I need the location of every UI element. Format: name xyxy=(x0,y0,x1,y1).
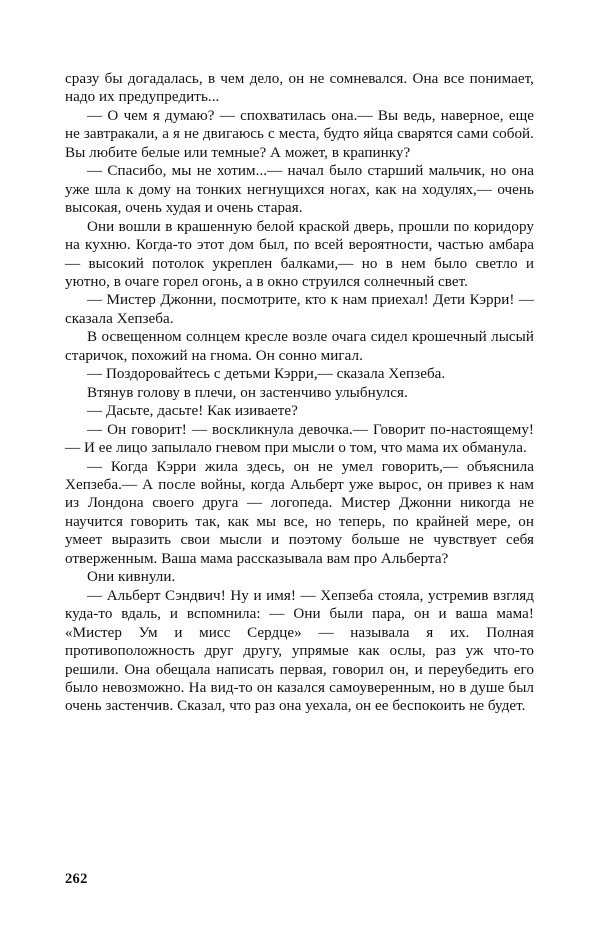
paragraph: — О чем я думаю? — спохватилась она.— Вы ведь, наверное, еще не завтракали, а я не двигаюсь с места, будто яйца сварятся сами собой. Вы любите белые или темные? А может, в крапинку? xyxy=(65,107,534,161)
paragraph: Они вошли в крашенную белой краской дверь, прошли по коридору на кухню. Когда-то этот дом был, по всей вероятности, частью амбара — высокий потолок укреплен балками,— но в нем было светло и уютно, в очаге горел огонь, а в окно струился солнечный свет. xyxy=(65,218,534,290)
paragraph: Втянув голову в плечи, он застенчиво улыбнулся. xyxy=(87,384,408,401)
paragraph: сразу бы догадалась, в чем дело, он не сомневался. Она все понимает, надо их предупредить... xyxy=(65,71,534,106)
paragraph: Они кивнули. xyxy=(87,569,176,586)
paragraph: — Альберт Сэндвич! Ну и имя! — Хепзеба стояла, устремив взгляд куда-то вдаль, и вспомнила: — Они были пара, он и ваша мама! «Мистер Ум и мисс Сердце» — называла я их. Полная противоположность друг другу, упрямые как ослы, раз уж что-то решили. Она обещала написать первая, говорил он, и переубедить его было невозможно. На вид-то он казался самоуверенным, но в душе был очень застенчив. Сказал, что раз она уехала, он ее беспокоить не будет. xyxy=(65,587,534,715)
paragraph: — Когда Кэрри жила здесь, он не умел говорить,— объяснила Хепзеба.— А после войны, когда Альберт уже вырос, он привез к нам из Лондона своего друга — логопеда. Мистер Джонни никогда не научится говорить так, как мы все, но теперь, по крайней мере, он умеет выразить свои мысли и поэтому больше не чувствует себя отверженным. Ваша мама рассказывала вам про Альберта? xyxy=(65,458,534,567)
paragraph: — Он говорит! — воскликнула девочка.— Говорит по-настоящему! — И ее лицо запылало гневом при мысли о том, что мама их обманула. xyxy=(65,421,534,457)
page-text-column xyxy=(65,70,534,716)
paragraph: — Дасьте, дасьте! Как изиваете? xyxy=(87,403,298,420)
paragraph: В освещенном солнцем кресле возле очага сидел крошечный лысый старичок, похожий на гнома. Он сонно мигал. xyxy=(65,329,534,364)
page-number: 262 xyxy=(65,871,88,887)
paragraph: — Спасибо, мы не хотим...— начал было старший мальчик, но она уже шла к дому на тонких негнущихся ногах, как на ходулях,— очень высокая, очень худая и очень старая. xyxy=(65,163,534,217)
paragraph: — Поздоровайтесь с детьми Кэрри,— сказала Хепзеба. xyxy=(87,366,446,383)
paragraph: — Мистер Джонни, посмотрите, кто к нам приехал! Дети Кэрри! — сказала Хепзеба. xyxy=(65,292,534,327)
